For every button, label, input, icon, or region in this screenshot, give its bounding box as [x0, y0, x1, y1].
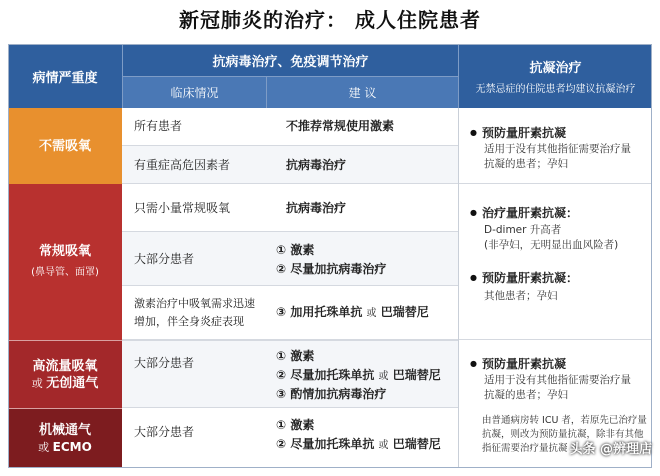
anticoag-note: 由普通病房转 ICU 者，若原先已治疗量 [482, 415, 647, 426]
anticoag-text: 适用于没有其他指征需要治疗量 [484, 143, 631, 155]
clinical-cell: 所有患者 [134, 119, 183, 133]
anticoag-header: 抗凝治疗 无禁忌症的住院患者均建议抗凝治疗 [458, 44, 652, 108]
severity-mechanical: 机械通气 或 ECMO [8, 408, 122, 468]
advice-cell: ② 尽量加托珠单抗 或 巴瑞替尼 [276, 437, 441, 451]
advice-cell: ③ 酌情加抗病毒治疗 [276, 387, 387, 401]
anticoag-note: 指征需要治疗量抗凝 [482, 443, 568, 454]
clinical-cell: 有重症高危因素者 [134, 158, 231, 172]
anticoag-text: 适用于没有其他指征需要治疗量 [484, 374, 631, 386]
anticoag-title: ● 预防量肝素抗凝 [470, 355, 566, 373]
page-title: 新冠肺炎的治疗： 成人住院患者 [179, 8, 481, 32]
advice-cell: ① 激素 [276, 349, 315, 363]
anticoag-text: 抗凝的患者；孕妇 [484, 389, 568, 401]
clinical-cell: 增加，伴全身炎症表现 [134, 315, 244, 328]
advice-cell: ③ 加用托珠单抗 或 巴瑞替尼 [276, 305, 429, 319]
anticoag-text: 抗凝的患者；孕妇 [484, 158, 568, 170]
clinical-header: 临床情况 [122, 76, 266, 108]
clinical-cell: 大部分患者 [134, 425, 195, 439]
clinical-cell: 大部分患者 [134, 356, 195, 370]
clinical-cell: 只需小量常规吸氧 [134, 201, 231, 215]
clinical-cell: 大部分患者 [134, 252, 195, 266]
advice-cell: ① 激素 [276, 243, 315, 257]
severity-no-oxygen: 不需吸氧 [8, 108, 122, 184]
advice-header: 建 议 [266, 76, 458, 108]
anticoag-title: ● 预防量肝素抗凝 [470, 124, 566, 142]
antiviral-header: 抗病毒治疗、免疫调节治疗 [122, 44, 458, 76]
anticoag-title: ● 预防量肝素抗凝： [470, 269, 578, 287]
advice-cell: 抗病毒治疗 [286, 201, 347, 215]
advice-cell: ① 激素 [276, 418, 315, 432]
watermark: 头条 @辨理店 [569, 442, 652, 457]
severity-regular-oxygen: 常规吸氧 (鼻导管、面罩) [8, 184, 122, 340]
anticoag-text: D-dimer 升高者 [484, 224, 562, 236]
anticoag-text: 其他患者；孕妇 [484, 290, 558, 302]
advice-cell: ② 尽量加抗病毒治疗 [276, 262, 387, 276]
advice-cell: 抗病毒治疗 [286, 158, 347, 172]
anticoag-note: 抗凝，则改为预防量抗凝，除非有其他 [482, 429, 644, 440]
advice-cell: 不推荐常规使用激素 [286, 119, 395, 133]
advice-cell: ② 尽量加托珠单抗 或 巴瑞替尼 [276, 368, 441, 382]
severity-header: 病情严重度 [8, 44, 122, 108]
anticoag-title: ● 治疗量肝素抗凝： [470, 204, 578, 222]
anticoag-text: (非孕妇，无明显出血风险者) [484, 239, 619, 251]
clinical-cell: 激素治疗中吸氧需求迅速 [134, 297, 255, 310]
severity-high-flow: 高流量吸氧 或 无创通气 [8, 340, 122, 408]
